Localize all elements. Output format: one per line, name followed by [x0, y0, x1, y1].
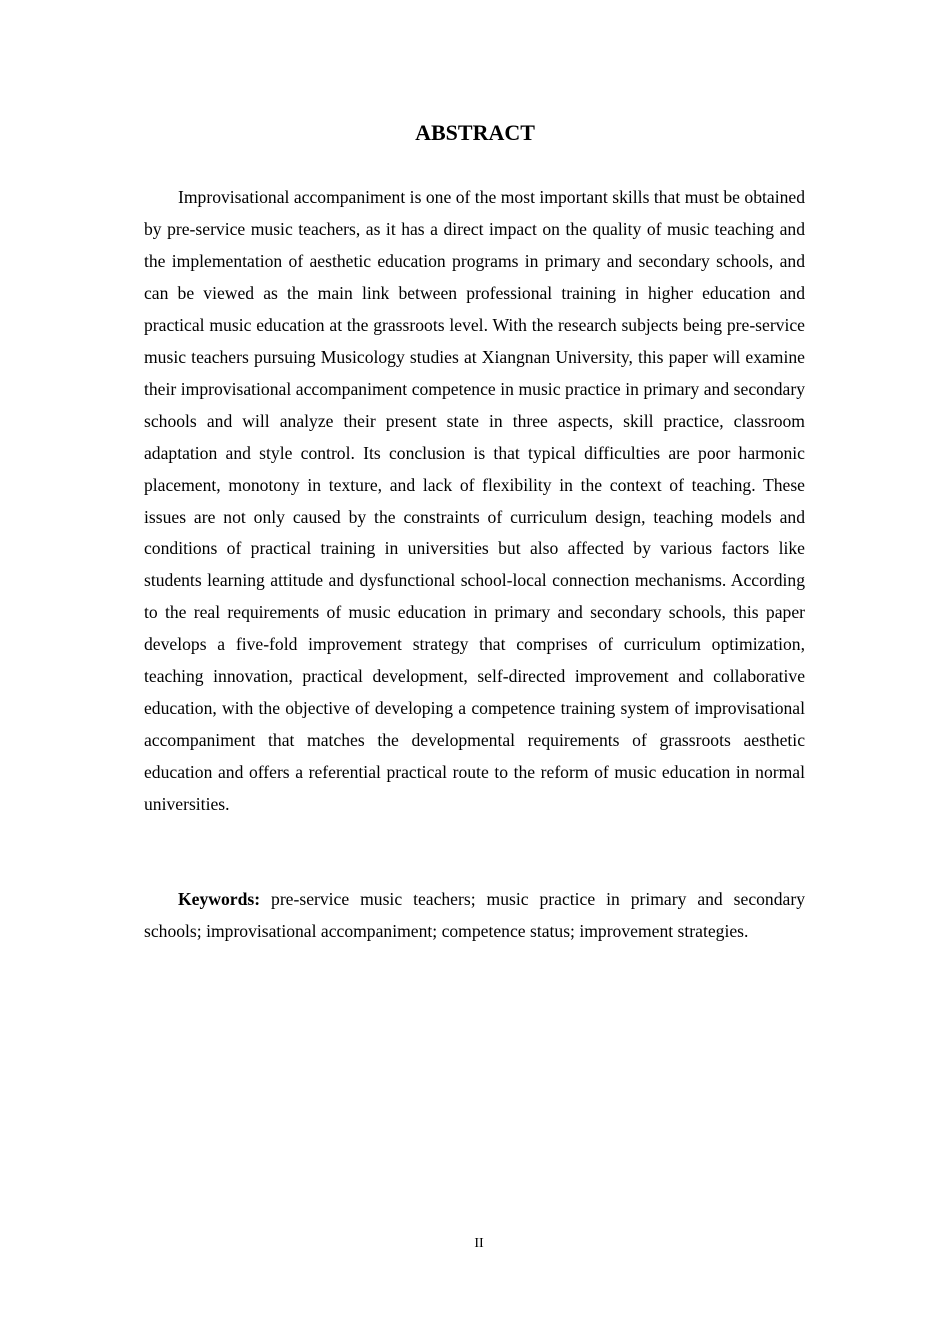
keywords-text: pre-service music teachers; music practice in primary and secondary schools; improvisational accompaniment; competence status; improvement strategies.: [144, 889, 805, 941]
abstract-paragraph: Improvisational accompaniment is one of the most important skills that must be obtained by pre-service music teachers, as it has a direct impact on the quality of music teaching and the implementation of aesthetic education programs in primary and secondary schools, and can be viewed as the main link between professional training in higher education and practical music education at the grassroots level. With the research subjects being pre-service music teachers pursuing Musicology studies at Xiangnan University, this paper will examine their improvisational accompaniment competence in music practice in primary and secondary schools and will analyze their present state in three aspects, skill practice, classroom adaptation and style control. Its conclusion is that typical difficulties are poor harmonic placement, monotony in texture, and lack of flexibility in the context of teaching. These issues are not only caused by the constraints of curriculum design, teaching models and conditions of practical training in universities but also affected by various factors like students learning attitude and dysfunctional school-local connection mechanisms. According to the real requirements of music education in primary and secondary schools, this paper develops a five-fold improvement strategy that comprises of curriculum optimization, teaching innovation, practical development, self-directed improvement and collaborative education, with the objective of developing a competence training system of improvisational accompaniment that matches the developmental requirements of grassroots aesthetic education and offers a referential practical route to the reform of music education in normal universities.: [144, 187, 805, 815]
page-number: II: [474, 1236, 484, 1251]
abstract-title: ABSTRACT: [415, 120, 535, 145]
keywords-paragraph: [144, 884, 805, 948]
keywords-label: Keywords:: [178, 889, 261, 909]
